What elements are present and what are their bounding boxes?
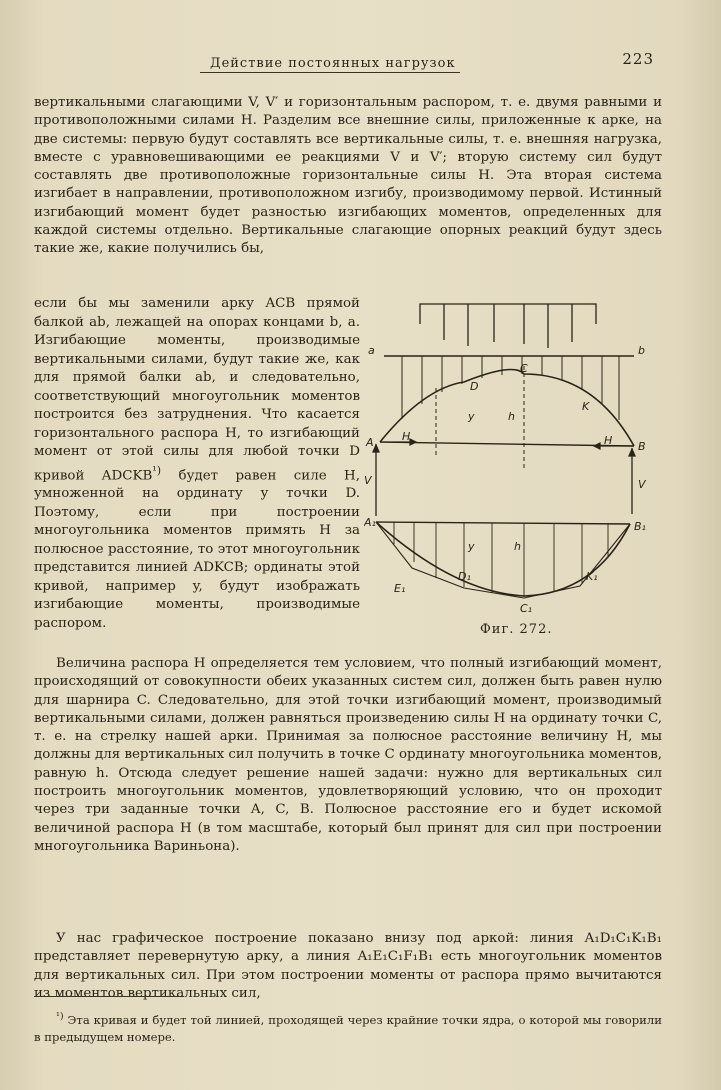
label-b: b [638, 344, 645, 357]
label-y-lower: y [468, 540, 475, 553]
label-H-right: H [604, 434, 613, 447]
footnote-mark: ¹) [56, 1011, 64, 1022]
header-rule [200, 72, 460, 73]
running-title: Действие постоянных нагрузок [210, 56, 456, 71]
paragraph-3: У нас графическое построение показано внизу под аркой: линия A₁D₁C₁K₁B₁ представляет перевернутую арку, а линия A₁E₁C₁F₁B₁ есть многоугольник моментов для вертикальных сил. При этом построении моменты от распора прямо вычитаются из моментов вертикальных сил, [34, 931, 662, 1001]
paragraph-wrapped-text: если бы мы заменили арку ACB прямой балкой ab, лежащей на опорах концами b, a. Изгибающие моменты, производимые вертикальными силами, будут такие же, как для прямой балки ab, и следовательно, соответствующий многоугольник моментов построится без затруднения. Что касается горизонтального распора H, то изгибающий момент от этой силы для любой точки D кривой ADCKB [34, 296, 360, 483]
label-y: y [468, 410, 475, 423]
label-h: h [508, 410, 515, 423]
label-D: D [470, 380, 479, 393]
page-number: 223 [622, 50, 654, 68]
label-B: B [638, 440, 646, 453]
label-C: C [520, 362, 528, 375]
label-E1: E₁ [394, 582, 406, 595]
label-h-lower: h [514, 540, 521, 553]
arch-curve [380, 370, 634, 447]
label-A1: A₁ [364, 516, 376, 529]
label-K: K [582, 400, 590, 413]
label-K1: K₁ [586, 570, 598, 583]
footnote-text: Эта кривая и будет той линией, проходящей через крайние точки ядра, о которой мы говорили в предыдущем номере. [34, 1012, 662, 1044]
vertical-reactions [373, 444, 635, 516]
label-a: a [368, 344, 375, 357]
load-arrows [420, 304, 596, 348]
arch-diagram [364, 296, 664, 626]
label-V-right: V [638, 478, 646, 491]
paragraph-wrapped-continuation: будет равен силе H, умноженной на ординату у точки D. Поэтому, если при построении многоугольника моментов примять H за полюсное расстояние, то этот многоугольник представится линией ADKCB; ординаты этой кривой, например y, будут изображать изгибающие моменты, производимые распором. [34, 467, 360, 631]
label-B1: B₁ [634, 520, 646, 533]
figure-caption: Фиг. 272. [480, 622, 553, 637]
label-C1: C₁ [520, 602, 533, 615]
paragraph-1: вертикальными слагающими V, V′ и горизонтальным распором, т. е. двумя равными и противоположными силами H. Разделим все внешние силы, приложенные к арке, на две системы: первую будут составлять все вертикальные силы, т. е. внешняя нагрузка, вместе с уравновешивающими ее реакциями V и V′; вторую систему сил будут составлять две противоположные горизонтальные силы H. Эта вторая система изгибает в направлении, противоположном изгибу, производимому первой. Истинный изгибающий момент будет разностью изгибающих моментов, определенных для каждой системы отдельно. Вертикальные слагающие опорных реакций будут здесь такие же, какие получились бы, [34, 95, 662, 257]
label-H-left: H [402, 430, 411, 443]
footnote-rule [34, 996, 184, 997]
paragraph-wrapped [34, 295, 360, 633]
footnote [34, 1008, 662, 1046]
paragraph-2: Величина распора H определяется тем условием, что полный изгибающий момент, происходящий от совокупности обеих указанных систем сил, должен быть равен нулю для шарнира C. Следовательно, для этой точки изгибающий момент, производимый вертикальными силами, должен равняться произведению силы H на ординату точки C, т. е. на стрелку нашей арки. Принимая за полюсное расстояние величину H, мы должны для вертикальных сил получить в точке C ординату многоугольника моментов, равную h. Отсюда следует решение нашей задачи: нужно для вертикальных сил построить многоугольник моментов, удовлетворяющий условию, что он проходит через три заданные точки A, C, B. Полюсное расстояние его и будет искомой величиной распора H (в том масштабе, который был принят для сил при построении многоугольника Вариньона). [34, 656, 662, 854]
figure-272 [364, 296, 664, 641]
label-D1: D₁ [458, 570, 471, 583]
label-V-left: V [364, 474, 372, 487]
label-A: A [366, 436, 374, 449]
footnote-reference: ¹) [152, 463, 162, 477]
lower-hatching [394, 522, 608, 597]
